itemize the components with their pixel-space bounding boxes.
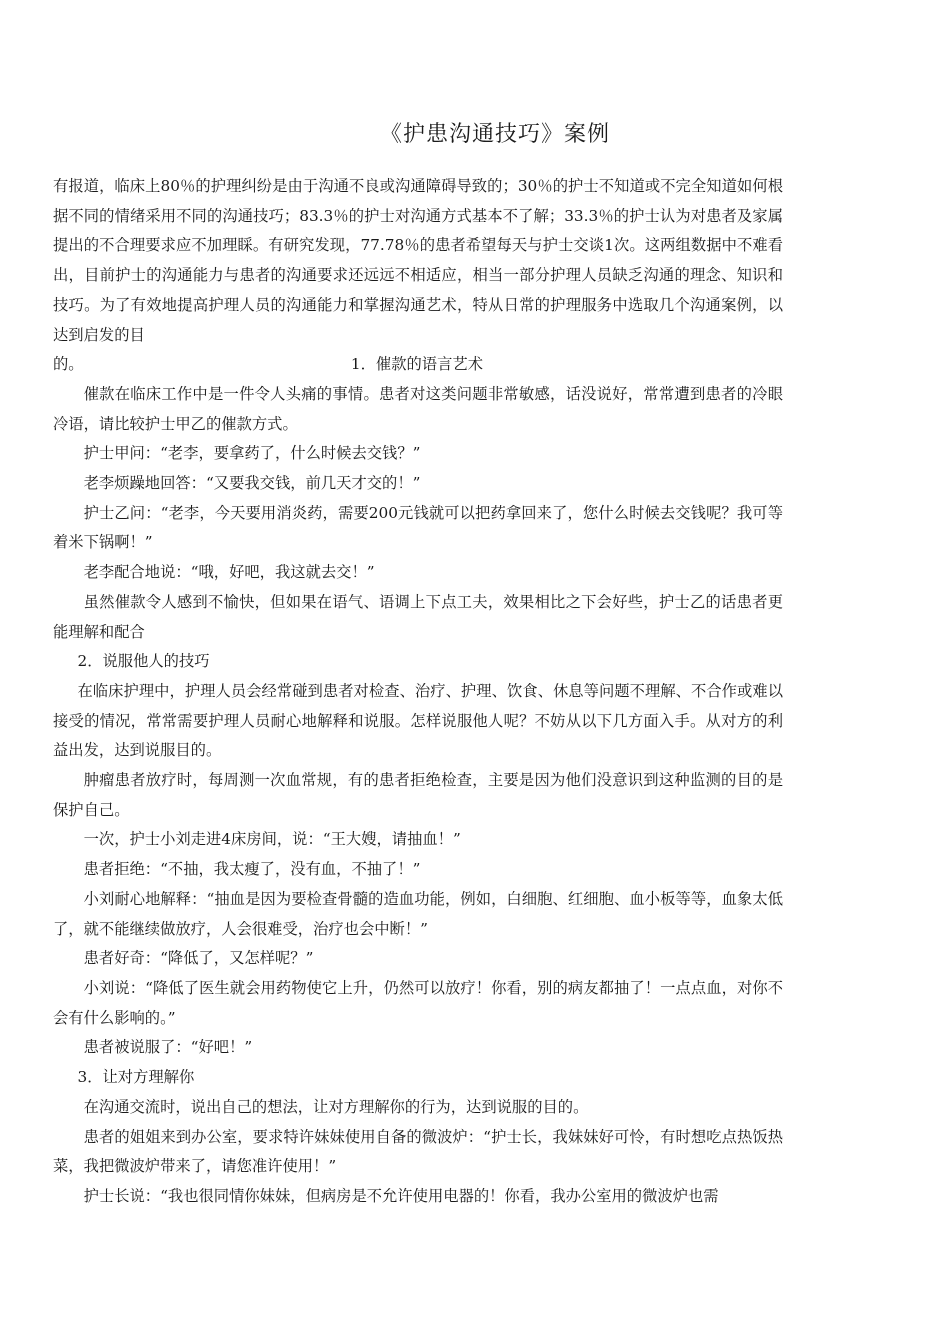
section1-heading: 1．催款的语言艺术 [350, 355, 483, 374]
section2-paragraph: 患者好奇：“降低了，又怎样呢？” [83, 949, 314, 968]
section2-paragraph: 一次，护士小刘走进4床房间，说：“王大嫂，请抽血！” [83, 830, 461, 849]
section1-paragraph: 虽然催款令人感到不愉快，但如果在语气、语调上下点工夫，效果相比之下会好些，护士乙的话患者更能理解和配合 [53, 592, 783, 641]
section3-paragraph: 在沟通交流时，说出自己的想法，让对方理解你的行为，达到说服的目的。 [83, 1097, 589, 1116]
section1-paragraph: 催款在临床工作中是一件令人头痛的事情。患者对这类问题非常敏感，话没说好，常常遭到患者的冷眼冷语，请比较护士甲乙的催款方式。 [53, 384, 783, 433]
section2-paragraph: 患者被说服了：“好吧！” [83, 1038, 253, 1057]
document-body [53, 172, 783, 1212]
intro-paragraph: 有报道，临床上80％的护理纠纷是由于沟通不良或沟通障碍导致的；30％的护士不知道或不完全知道如何根据不同的情绪采用不同的沟通技巧；83.3％的护士对沟通方式基本不了解；33.3％的护士认为对患者及家属提出的不合理要求应不加理睬。有研究发现，77.78％的患者希望每天与护士交谈1次。这两组数据中不难看出，目前护士的沟通能力与患者的沟通要求还远远不相适应，相当一部分护理人员缺乏沟通的理念、知识和技巧。为了有效地提高护理人员的沟通能力和掌握沟通艺术，特从日常的护理服务中选取几个沟通案例，以达到启发的目 [53, 177, 783, 344]
section1-paragraph: 护士乙问：“老李，今天要用消炎药，需要200元钱就可以把药拿回来了，您什么时候去交钱呢？我可等着米下锅啊！” [53, 503, 783, 552]
document-title: 《护患沟通技巧》案例 [379, 122, 610, 147]
section2-paragraph: 肿瘤患者放疗时，每周测一次血常规，有的患者拒绝检查，主要是因为他们没意识到这种监测的目的是保护自己。 [53, 771, 783, 819]
intro-tail-row [53, 350, 783, 380]
section1-paragraph: 老李烦躁地回答：“又要我交钱，前几天才交的！” [83, 474, 421, 493]
section2-paragraph: 小刘说：“降低了医生就会用药物使它上升，仍然可以放疗！你看，别的病友都抽了！一点点血，对你不会有什么影响的。” [53, 978, 783, 1027]
section1-paragraph: 护士甲问：“老李，要拿药了，什么时候去交钱？” [83, 444, 421, 463]
section2-paragraph: 患者拒绝：“不抽，我太瘦了，没有血，不抽了！” [83, 860, 421, 879]
section2-heading: 2．说服他人的技巧 [77, 652, 210, 671]
section1-paragraph: 老李配合地说：“哦，好吧，我这就去交！” [83, 563, 375, 582]
section3-paragraph: 患者的姐姐来到办公室，要求特许妹妹使用自备的微波炉：“护士长，我妹妹好可怜，有时想吃点热饭热菜，我把微波炉带来了，请您准许使用！” [53, 1127, 783, 1176]
section3-heading: 3．让对方理解你 [77, 1068, 195, 1087]
section3-paragraph: 护士长说：“我也很同情你妹妹，但病房是不允许使用电器的！你看，我办公室用的微波炉也需 [83, 1186, 719, 1205]
section2-paragraph: 小刘耐心地解释：“抽血是因为要检查骨髓的造血功能，例如，白细胞、红细胞、血小板等等，血象太低了，就不能继续做放疗，人会很难受，治疗也会中断！” [53, 889, 783, 938]
section2-paragraph: 在临床护理中，护理人员会经常碰到患者对检查、治疗、护理、饮食、休息等问题不理解、不合作或难以接受的情况，常常需要护理人员耐心地解释和说服。怎样说服他人呢？不妨从以下几方面入手。从对方的利益出发，达到说服目的。 [53, 681, 783, 760]
intro-tail: 的。 [53, 355, 84, 374]
